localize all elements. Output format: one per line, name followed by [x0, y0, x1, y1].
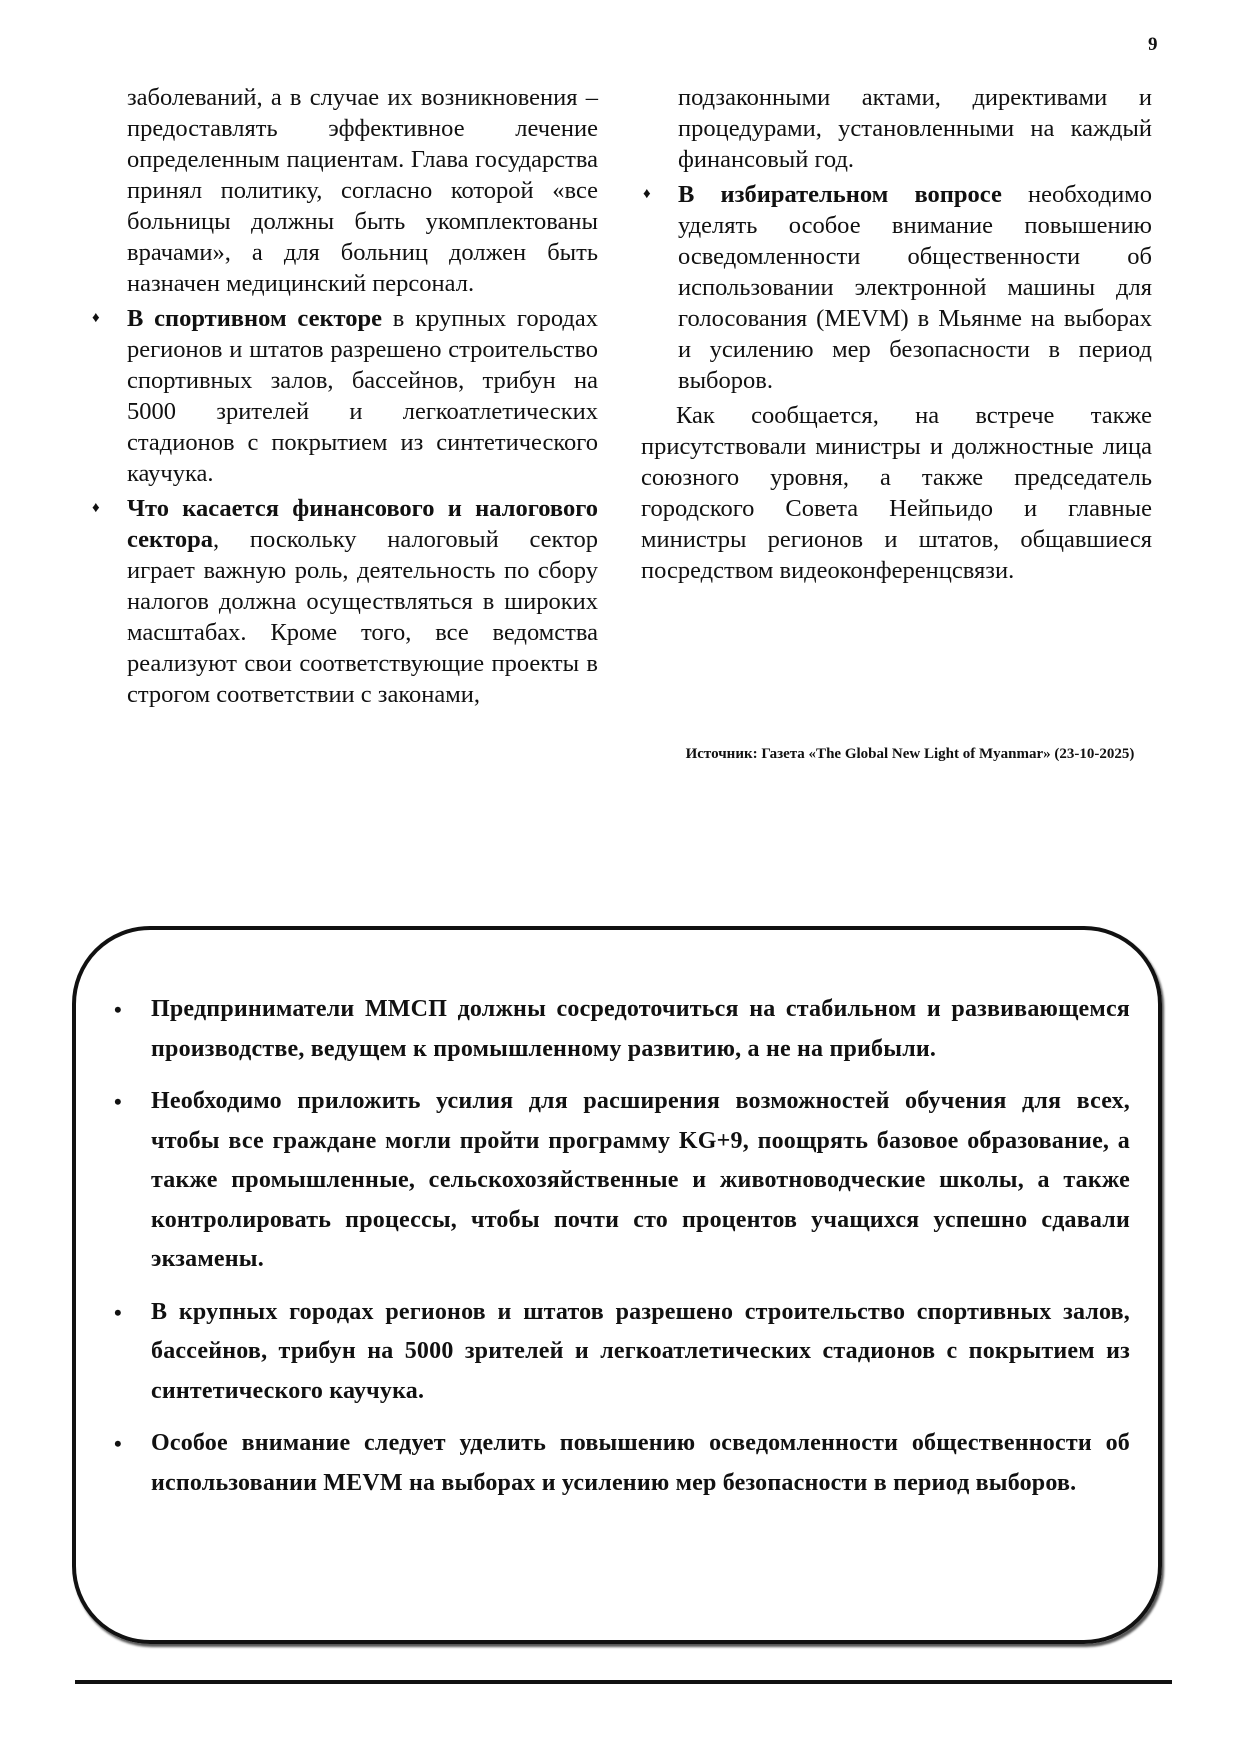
bullet-text: необходимо уделять особое внимание повышению осведомленности общественности об использовании электронной машины для голосования (MEVM) в Мьянме на выборах и усилению мер безопасности в период выборов.: [678, 181, 1152, 394]
bullet-dot-icon: •: [114, 1431, 122, 1456]
bullet-dot-icon: •: [114, 1299, 122, 1325]
summary-item-text: Предприниматели ММСП должны сосредоточиться на стабильном и развивающемся производстве, ведущем к промышленному развитию, а не на прибыли.: [151, 996, 1130, 1062]
right-column: [641, 82, 1152, 586]
summary-item-text: В крупных городах регионов и штатов разрешено строительство спортивных залов, бассейнов, трибун на 5000 зрителей и легкоатлетических стадионов с покрытием из синтетического каучука.: [151, 1298, 1130, 1404]
summary-item-text: Особое внимание следует уделить повышению осведомленности общественности об использовании MEVM на выборах и усилению мер безопасности в период выборов.: [151, 1430, 1130, 1496]
summary-item-text: Необходимо приложить усилия для расширения возможностей обучения для всех, чтобы все граждане могли пройти программу KG+9, поощрять базовое образование, а также промышленные, сельскохозяйственные и животноводческие школы, а также контролировать процессы, чтобы почти сто процентов учащихся успешно сдавали экзамены.: [151, 1088, 1130, 1272]
left-continuation-text: заболеваний, а в случае их возникновения – предоставлять эффективное лечение определенным пациентам. Глава государства принял политику, согласно которой «все больницы должны быть укомплектованы врачами», а для больниц должен быть назначен медицинский персонал.: [127, 84, 598, 297]
source-citation: Источник: Газета «The Global New Light of Myanmar» (23-10-2025): [685, 746, 1135, 762]
summary-item: [106, 1293, 1130, 1412]
summary-box: [72, 926, 1162, 1644]
bullet-heading: В избирательном вопросе: [678, 181, 1002, 208]
bullet-heading: В спортивном секторе: [127, 305, 383, 332]
summary-item: [106, 990, 1130, 1069]
summary-item: [106, 1082, 1130, 1280]
bullet-heading: Что касается финансового и налогового сектора: [127, 495, 598, 553]
bullet-text: в крупных городах регионов и штатов разрешено строительство спортивных залов, бассейнов, трибун на 5000 зрителей и легкоатлетических стадионов с покрытием из синтетического каучука.: [127, 305, 599, 487]
bullet-finance: [90, 493, 598, 710]
diamond-bullet-icon: ♦: [92, 500, 100, 516]
bullet-text: , поскольку налоговый сектор играет важную роль, деятельность по сбору налогов должна осуществляться в широких масштабах. Кроме того, все ведомства реализуют свои соответствующие проекты в строгом соответствии с законами,: [127, 526, 598, 708]
closing-paragraph: Как сообщается, на встрече также присутствовали министры и должностные лица союзного уровня, а также председатель городского Совета Нейпьидо и главные министры регионов и штатов, общавшиеся посредством видеоконференцсвязи.: [641, 402, 1152, 584]
bullet-sports: [90, 303, 598, 489]
summary-item: [106, 1424, 1130, 1503]
footer-divider: [75, 1680, 1172, 1684]
summary-list: [106, 990, 1130, 1516]
diamond-bullet-icon: ♦: [643, 186, 651, 202]
right-continuation-text: подзаконными актами, директивами и процедурами, установленными на каждый финансовый год.: [678, 84, 1152, 173]
bullet-dot-icon: •: [114, 997, 122, 1022]
page-number: 9: [1148, 34, 1158, 55]
diamond-bullet-icon: ♦: [92, 310, 100, 326]
bullet-dot-icon: •: [114, 1089, 122, 1114]
left-column: [90, 82, 598, 710]
bullet-elections: [641, 179, 1152, 396]
